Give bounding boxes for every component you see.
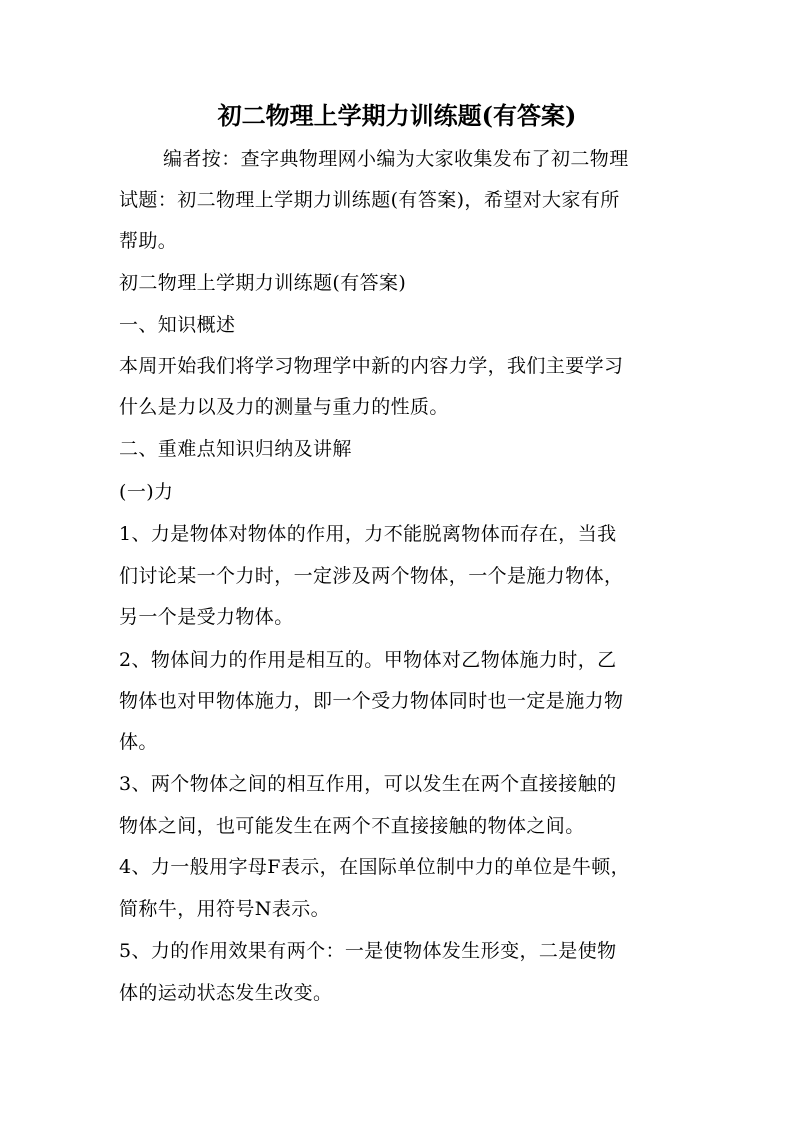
page-title: 初二物理上学期力训练题(有答案) — [217, 101, 577, 130]
section-heading-1: 一、知识概述 — [119, 314, 236, 336]
paragraph-line: 本周开始我们将学习物理学中新的内容力学，我们主要学习 — [119, 355, 624, 377]
list-item-2-line: 物体也对甲物体施力，即一个受力物体同时也一定是施力物 — [119, 690, 624, 712]
paragraph-line: 什么是力以及力的测量与重力的性质。 — [119, 396, 449, 418]
list-item-1-line: 们讨论某一个力时，一定涉及两个物体，一个是施力物体， — [119, 565, 624, 587]
list-item-4-line: 4、力一般用字母F表示，在国际单位制中力的单位是牛顿， — [119, 856, 631, 878]
subsection-heading: (一)力 — [119, 481, 174, 503]
intro-line-2: 试题：初二物理上学期力训练题(有答案)，希望对大家有所 — [119, 189, 620, 211]
list-item-1-line: 1、力是物体对物体的作用，力不能脱离物体而存在，当我 — [119, 523, 617, 545]
list-item-1-line: 另一个是受力物体。 — [119, 606, 294, 628]
list-item-2-line: 体。 — [119, 731, 158, 753]
intro-line-1: 编者按：查字典物理网小编为大家收集发布了初二物理 — [163, 148, 629, 170]
list-item-5-line: 5、力的作用效果有两个：一是使物体发生形变，二是使物 — [119, 940, 617, 962]
list-item-5-line: 体的运动状态发生改变。 — [119, 982, 333, 1004]
subtitle-line: 初二物理上学期力训练题(有答案) — [119, 272, 407, 294]
list-item-3-line: 物体之间，也可能发生在两个不直接接触的物体之间。 — [119, 815, 585, 837]
intro-line-3: 帮助。 — [119, 230, 178, 252]
list-item-3-line: 3、两个物体之间的相互作用，可以发生在两个直接接触的 — [119, 773, 617, 795]
list-item-4-line: 简称牛，用符号N表示。 — [119, 898, 331, 920]
section-heading-2: 二、重难点知识归纳及讲解 — [119, 438, 352, 460]
list-item-2-line: 2、物体间力的作用是相互的。甲物体对乙物体施力时，乙 — [119, 649, 617, 671]
